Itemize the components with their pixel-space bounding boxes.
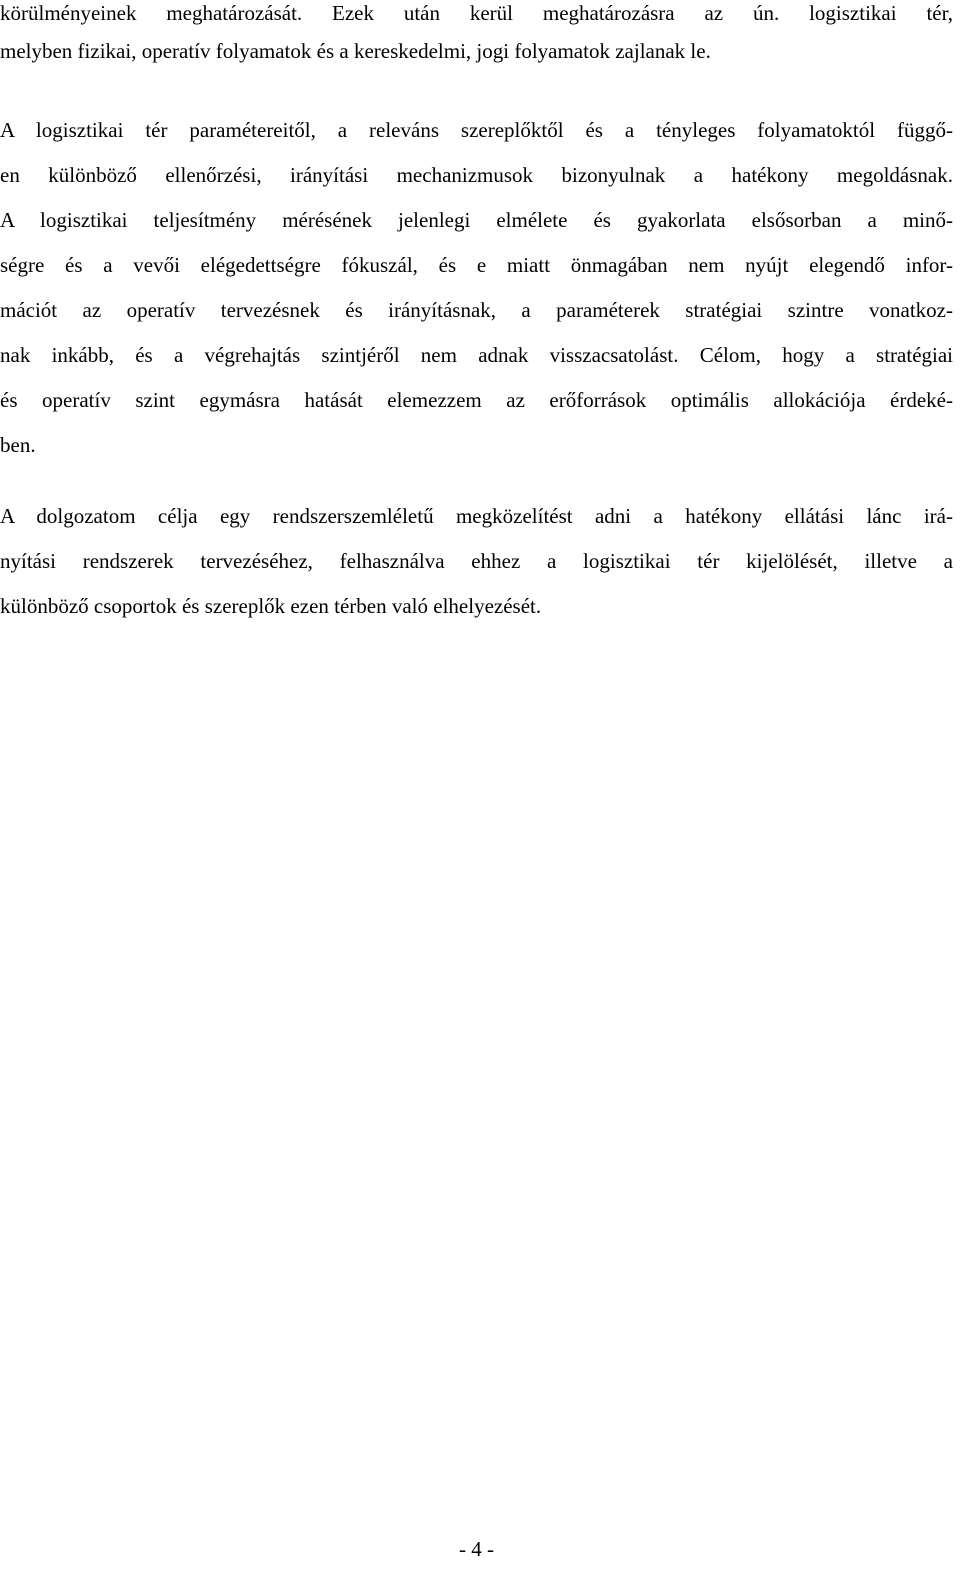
text-line: és operatív szint egymásra hatását elemezzem az erőforrások optimális allokációja érdeké- (0, 388, 953, 412)
page-number: - 4 - (459, 1537, 494, 1561)
text-line: nyítási rendszerek tervezéséhez, felhasználva ehhez a logisztikai tér kijelölését, illetve a (0, 549, 953, 573)
text-line: A logisztikai tér paramétereitől, a releváns szereplőktől és a tényleges folyamatoktól függő- (0, 118, 953, 142)
text-line: különböző csoportok és szereplők ezen térben való elhelyezését. (0, 594, 542, 618)
text-line: ben. (0, 433, 36, 457)
text-line: mációt az operatív tervezésnek és irányításnak, a paraméterek stratégiai szintre vonatkoz- (0, 298, 953, 322)
text-line: körülményeinek meghatározását. Ezek után kerül meghatározásra az ún. logisztikai tér, (0, 1, 953, 25)
text-line: en különböző ellenőrzési, irányítási mechanizmusok bizonyulnak a hatékony megoldásnak. (0, 163, 953, 187)
text-line: A logisztikai teljesítmény mérésének jelenlegi elmélete és gyakorlata elsősorban a minő- (0, 208, 953, 232)
text-line: nak inkább, és a végrehajtás szintjéről nem adnak visszacsatolást. Célom, hogy a stratégiai (0, 343, 953, 367)
text-line: A dolgozatom célja egy rendszerszemléletű megközelítést adni a hatékony ellátási lánc irá- (0, 504, 953, 528)
text-line: ségre és a vevői elégedettségre fókuszál, és e miatt önmagában nem nyújt elegendő infor- (0, 253, 953, 277)
text-line: melyben fizikai, operatív folyamatok és a kereskedelmi, jogi folyamatok zajlanak le. (0, 39, 711, 63)
